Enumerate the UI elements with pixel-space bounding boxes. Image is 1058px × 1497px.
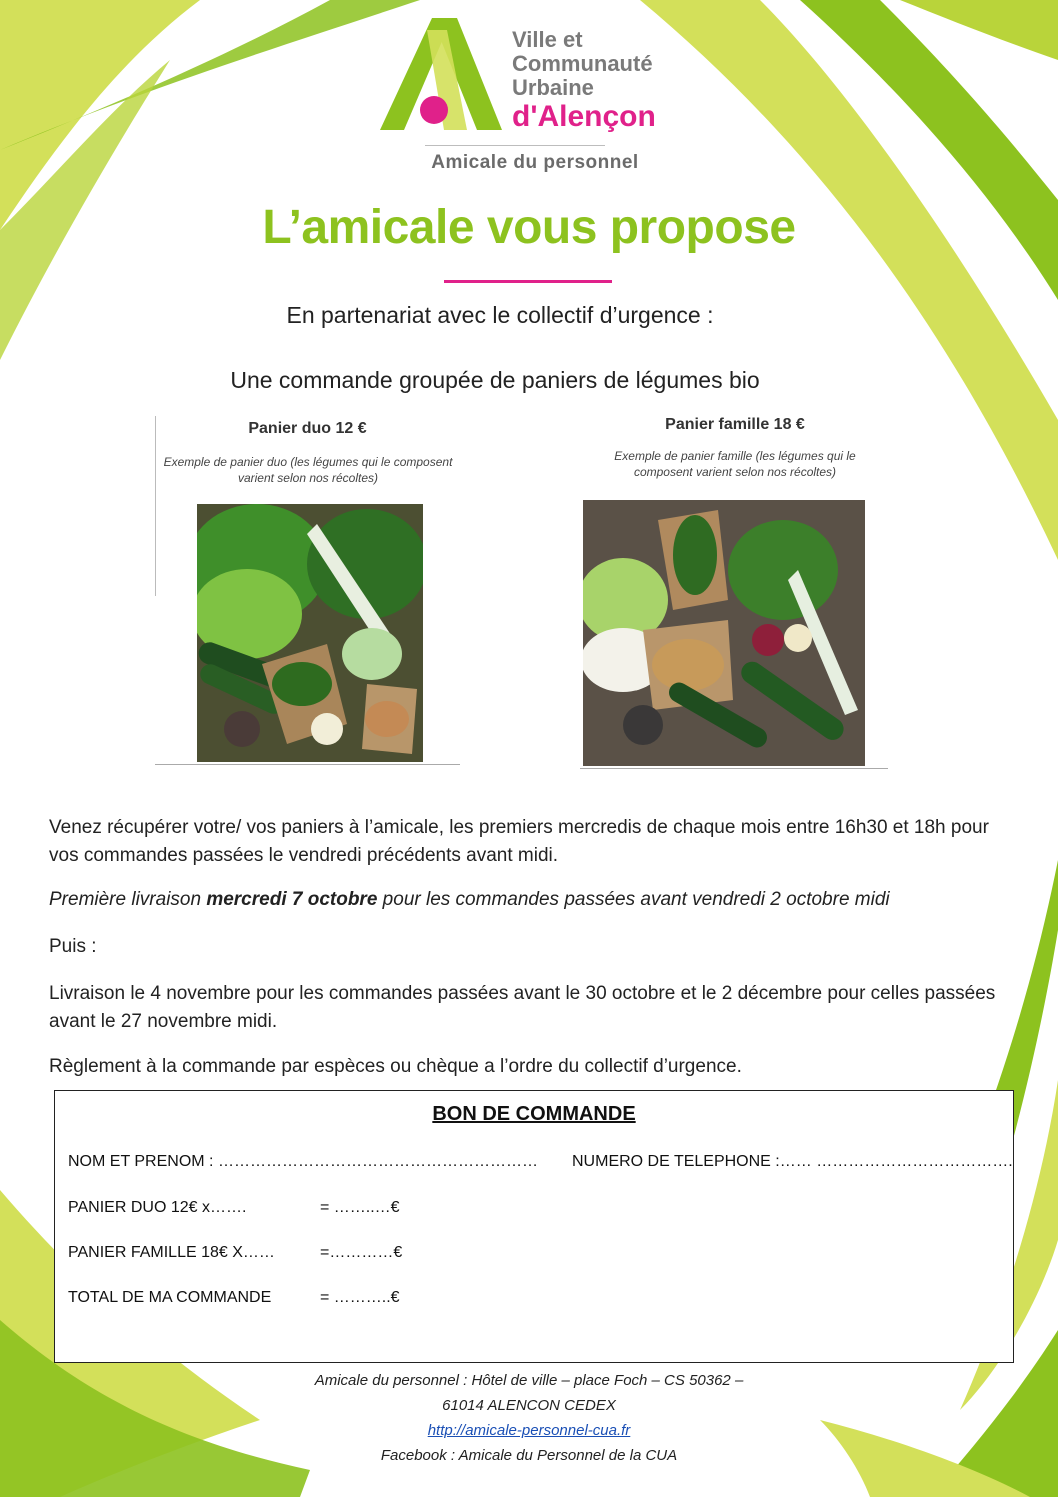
first-delivery-date: mercredi 7 octobre [206, 889, 378, 910]
total-amount-field[interactable]: = ………..€ [320, 1289, 400, 1306]
family-amount-field[interactable]: =…………€ [320, 1244, 403, 1261]
logo-wordmark [512, 28, 712, 134]
page-headline: L’amicale vous propose [262, 201, 796, 254]
logo-subtitle: Amicale du personnel [431, 152, 639, 173]
vegetable-basket-photo-duo [197, 504, 423, 762]
footer [0, 1368, 1058, 1468]
order-form-title: BON DE COMMANDE [432, 1103, 636, 1125]
logo-mark-icon [372, 18, 502, 130]
family-quantity-field[interactable]: PANIER FAMILLE 18€ X…… [68, 1244, 275, 1261]
first-delivery-suffix: pour les commandes passées avant vendredi 2 octobre midi [377, 889, 890, 910]
order-form [54, 1090, 1014, 1363]
pickup-text: Venez récupérer votre/ vos paniers à l’amicale, les premiers mercredis de chaque mois entre 16h30 et 18h pour vos commandes passées le vendredi précédents avant midi. [49, 817, 989, 866]
duo-quantity-field[interactable]: PANIER DUO 12€ x……. [68, 1199, 247, 1216]
then-text: Puis : [49, 936, 97, 957]
footer-address-1: Amicale du personnel : Hôtel de ville – place Foch – CS 50362 – [314, 1372, 744, 1389]
first-delivery-text [49, 886, 1009, 914]
basket-caption: Exemple de panier famille (les légumes qui le composent varient selon nos récoltes) [614, 449, 856, 479]
card-bottom-line [155, 764, 460, 765]
logo-line-4: d'Alençon [512, 100, 656, 133]
logo-line-1: Ville et [512, 27, 583, 52]
basket-title: Panier famille 18 € [665, 416, 805, 433]
payment-text: Règlement à la commande par espèces ou chèque a l’ordre du collectif d’urgence. [49, 1056, 742, 1077]
basket-caption: Exemple de panier duo (les légumes qui le composent varient selon nos récoltes) [163, 455, 453, 485]
partner-text: En partenariat avec le collectif d’urgence : [286, 302, 714, 328]
vegetable-basket-photo-famille [583, 500, 865, 766]
offer-text: Une commande groupée de paniers de légumes bio [230, 367, 760, 393]
first-delivery-prefix: Première livraison [49, 889, 207, 910]
total-label: TOTAL DE MA COMMANDE [68, 1289, 272, 1306]
card-edge [155, 416, 156, 596]
name-field[interactable]: NOM ET PRENOM : …………………………………………………… [68, 1153, 538, 1170]
basket-title: Panier duo 12 € [248, 420, 367, 437]
website-link[interactable]: http://amicale-personnel-cua.fr [427, 1422, 631, 1439]
next-deliveries-text: Livraison le 4 novembre pour les commandes passées avant le 30 octobre et le 2 décembre pour celles passées avant le 27 novembre midi. [49, 983, 996, 1032]
card-bottom-line [580, 768, 888, 769]
footer-address-2: 61014 ALENCON CEDEX [442, 1397, 616, 1414]
footer-facebook: Facebook : Amicale du Personnel de la CUA [380, 1447, 678, 1464]
basket-card-duo [155, 412, 460, 768]
duo-amount-field[interactable]: = ……..…€ [320, 1199, 400, 1216]
phone-field[interactable]: NUMERO DE TELEPHONE :…… ………………………………. [572, 1153, 1013, 1170]
headline-underline [444, 280, 612, 283]
logo-divider [425, 145, 605, 146]
logo-line-3: Urbaine [512, 75, 594, 100]
basket-card-famille [580, 410, 890, 770]
logo-line-2: Communauté [512, 51, 653, 76]
